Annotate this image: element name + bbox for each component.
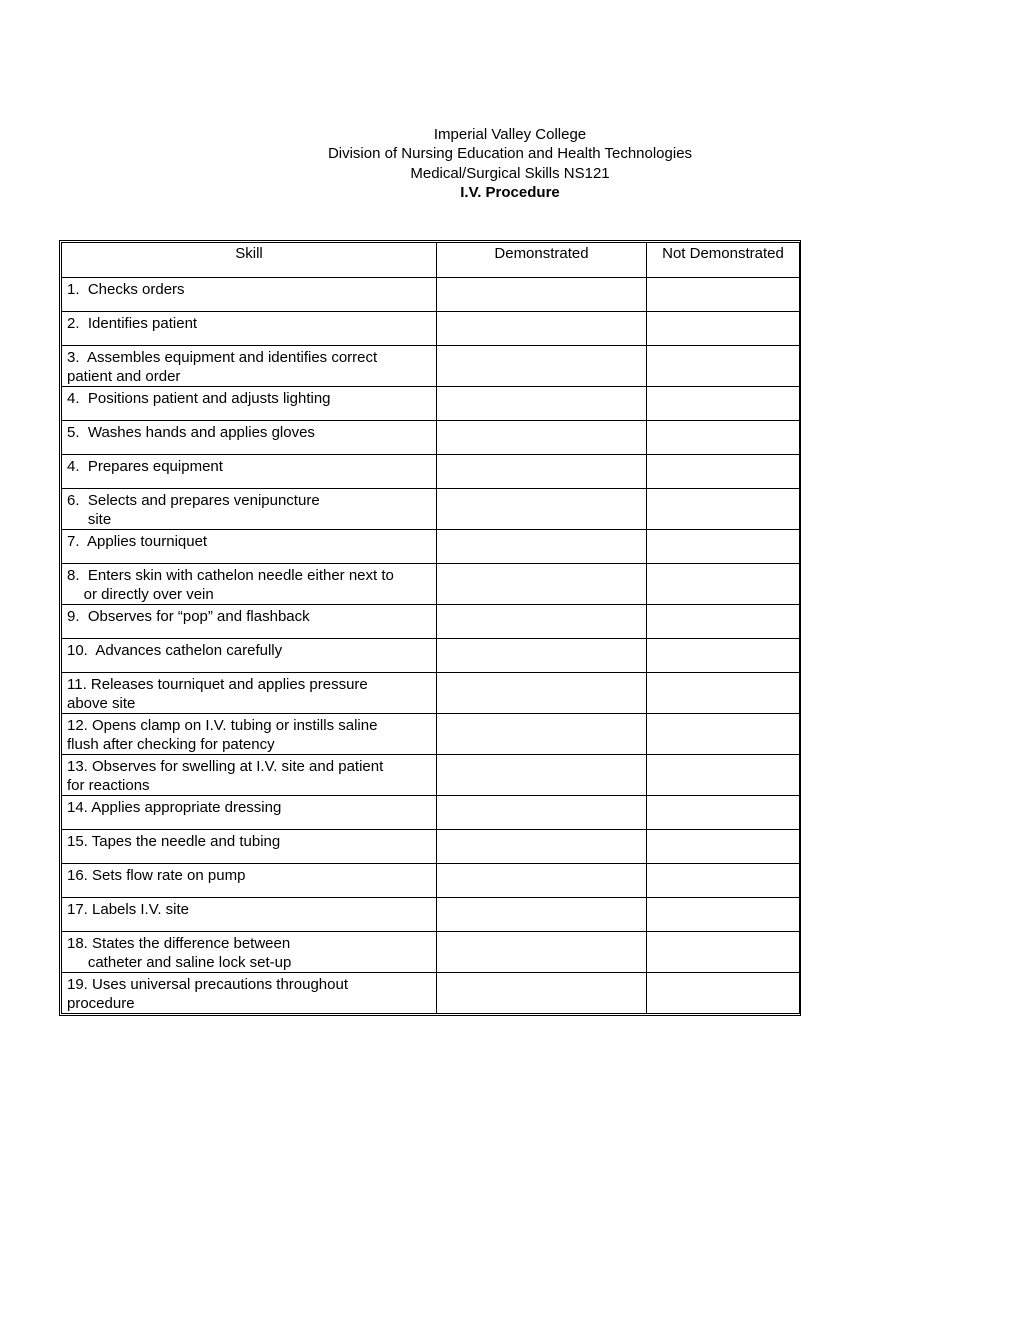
column-header-not-demonstrated: Not Demonstrated — [647, 243, 800, 278]
skill-cell: 9. Observes for “pop” and flashback — [62, 605, 437, 639]
division-name: Division of Nursing Education and Health Technologies — [327, 145, 693, 163]
not-demonstrated-cell[interactable] — [647, 605, 800, 639]
skill-cell: 11. Releases tourniquet and applies pressure above site — [62, 673, 437, 714]
table-row — [62, 830, 800, 864]
column-header-skill: Skill — [62, 243, 437, 278]
demonstrated-cell[interactable] — [437, 605, 647, 639]
procedure-title: I.V. Procedure — [460, 183, 560, 201]
demonstrated-cell[interactable] — [437, 455, 647, 489]
table-row — [62, 714, 800, 755]
not-demonstrated-cell[interactable] — [647, 864, 800, 898]
table-row — [62, 346, 800, 387]
skill-cell: 6. Selects and prepares venipuncture site — [62, 489, 437, 530]
skill-cell: 5. Washes hands and applies gloves — [62, 421, 437, 455]
table-row — [62, 421, 800, 455]
document-header — [0, 125, 1020, 202]
demonstrated-cell[interactable] — [437, 673, 647, 714]
table-row — [62, 605, 800, 639]
not-demonstrated-cell[interactable] — [647, 932, 800, 973]
not-demonstrated-cell[interactable] — [647, 673, 800, 714]
skill-cell: 3. Assembles equipment and identifies correct patient and order — [62, 346, 437, 387]
skill-cell: 18. States the difference between catheter and saline lock set-up — [62, 932, 437, 973]
skill-cell: 19. Uses universal precautions throughout procedure — [62, 973, 437, 1014]
table-row — [62, 530, 800, 564]
skill-cell: 14. Applies appropriate dressing — [62, 796, 437, 830]
demonstrated-cell[interactable] — [437, 564, 647, 605]
demonstrated-cell[interactable] — [437, 387, 647, 421]
table-row — [62, 387, 800, 421]
not-demonstrated-cell[interactable] — [647, 346, 800, 387]
skill-cell: 4. Prepares equipment — [62, 455, 437, 489]
skill-cell: 15. Tapes the needle and tubing — [62, 830, 437, 864]
not-demonstrated-cell[interactable] — [647, 714, 800, 755]
table-row — [62, 932, 800, 973]
demonstrated-cell[interactable] — [437, 932, 647, 973]
college-name: Imperial Valley College — [433, 126, 587, 143]
not-demonstrated-cell[interactable] — [647, 530, 800, 564]
demonstrated-cell[interactable] — [437, 864, 647, 898]
not-demonstrated-cell[interactable] — [647, 455, 800, 489]
demonstrated-cell[interactable] — [437, 639, 647, 673]
not-demonstrated-cell[interactable] — [647, 278, 800, 312]
not-demonstrated-cell[interactable] — [647, 489, 800, 530]
not-demonstrated-cell[interactable] — [647, 387, 800, 421]
demonstrated-cell[interactable] — [437, 898, 647, 932]
demonstrated-cell[interactable] — [437, 489, 647, 530]
skill-cell: 1. Checks orders — [62, 278, 437, 312]
demonstrated-cell[interactable] — [437, 714, 647, 755]
table-row — [62, 864, 800, 898]
demonstrated-cell[interactable] — [437, 530, 647, 564]
skill-cell: 13. Observes for swelling at I.V. site and patient for reactions — [62, 755, 437, 796]
skills-checklist-table — [59, 240, 801, 1016]
table-row — [62, 796, 800, 830]
not-demonstrated-cell[interactable] — [647, 796, 800, 830]
not-demonstrated-cell[interactable] — [647, 312, 800, 346]
column-header-demonstrated: Demonstrated — [437, 243, 647, 278]
skill-cell: 4. Positions patient and adjusts lighting — [62, 387, 437, 421]
table-header-row — [62, 243, 800, 278]
skill-cell: 8. Enters skin with cathelon needle either next to or directly over vein — [62, 564, 437, 605]
not-demonstrated-cell[interactable] — [647, 898, 800, 932]
demonstrated-cell[interactable] — [437, 346, 647, 387]
demonstrated-cell[interactable] — [437, 973, 647, 1014]
table-row — [62, 455, 800, 489]
checklist-rows — [62, 278, 800, 1014]
table-row — [62, 755, 800, 796]
table-row — [62, 973, 800, 1014]
not-demonstrated-cell[interactable] — [647, 639, 800, 673]
not-demonstrated-cell[interactable] — [647, 973, 800, 1014]
demonstrated-cell[interactable] — [437, 421, 647, 455]
table-row — [62, 673, 800, 714]
not-demonstrated-cell[interactable] — [647, 830, 800, 864]
table-row — [62, 278, 800, 312]
demonstrated-cell[interactable] — [437, 796, 647, 830]
not-demonstrated-cell[interactable] — [647, 755, 800, 796]
table-row — [62, 564, 800, 605]
demonstrated-cell[interactable] — [437, 755, 647, 796]
skill-cell: 17. Labels I.V. site — [62, 898, 437, 932]
table-row — [62, 639, 800, 673]
table-row — [62, 898, 800, 932]
not-demonstrated-cell[interactable] — [647, 564, 800, 605]
course-name: Medical/Surgical Skills NS121 — [410, 164, 610, 182]
skill-cell: 7. Applies tourniquet — [62, 530, 437, 564]
table-row — [62, 489, 800, 530]
skill-cell: 12. Opens clamp on I.V. tubing or instills saline flush after checking for patency — [62, 714, 437, 755]
table-row — [62, 312, 800, 346]
skill-cell: 16. Sets flow rate on pump — [62, 864, 437, 898]
demonstrated-cell[interactable] — [437, 830, 647, 864]
skill-cell: 10. Advances cathelon carefully — [62, 639, 437, 673]
skill-cell: 2. Identifies patient — [62, 312, 437, 346]
demonstrated-cell[interactable] — [437, 278, 647, 312]
demonstrated-cell[interactable] — [437, 312, 647, 346]
not-demonstrated-cell[interactable] — [647, 421, 800, 455]
